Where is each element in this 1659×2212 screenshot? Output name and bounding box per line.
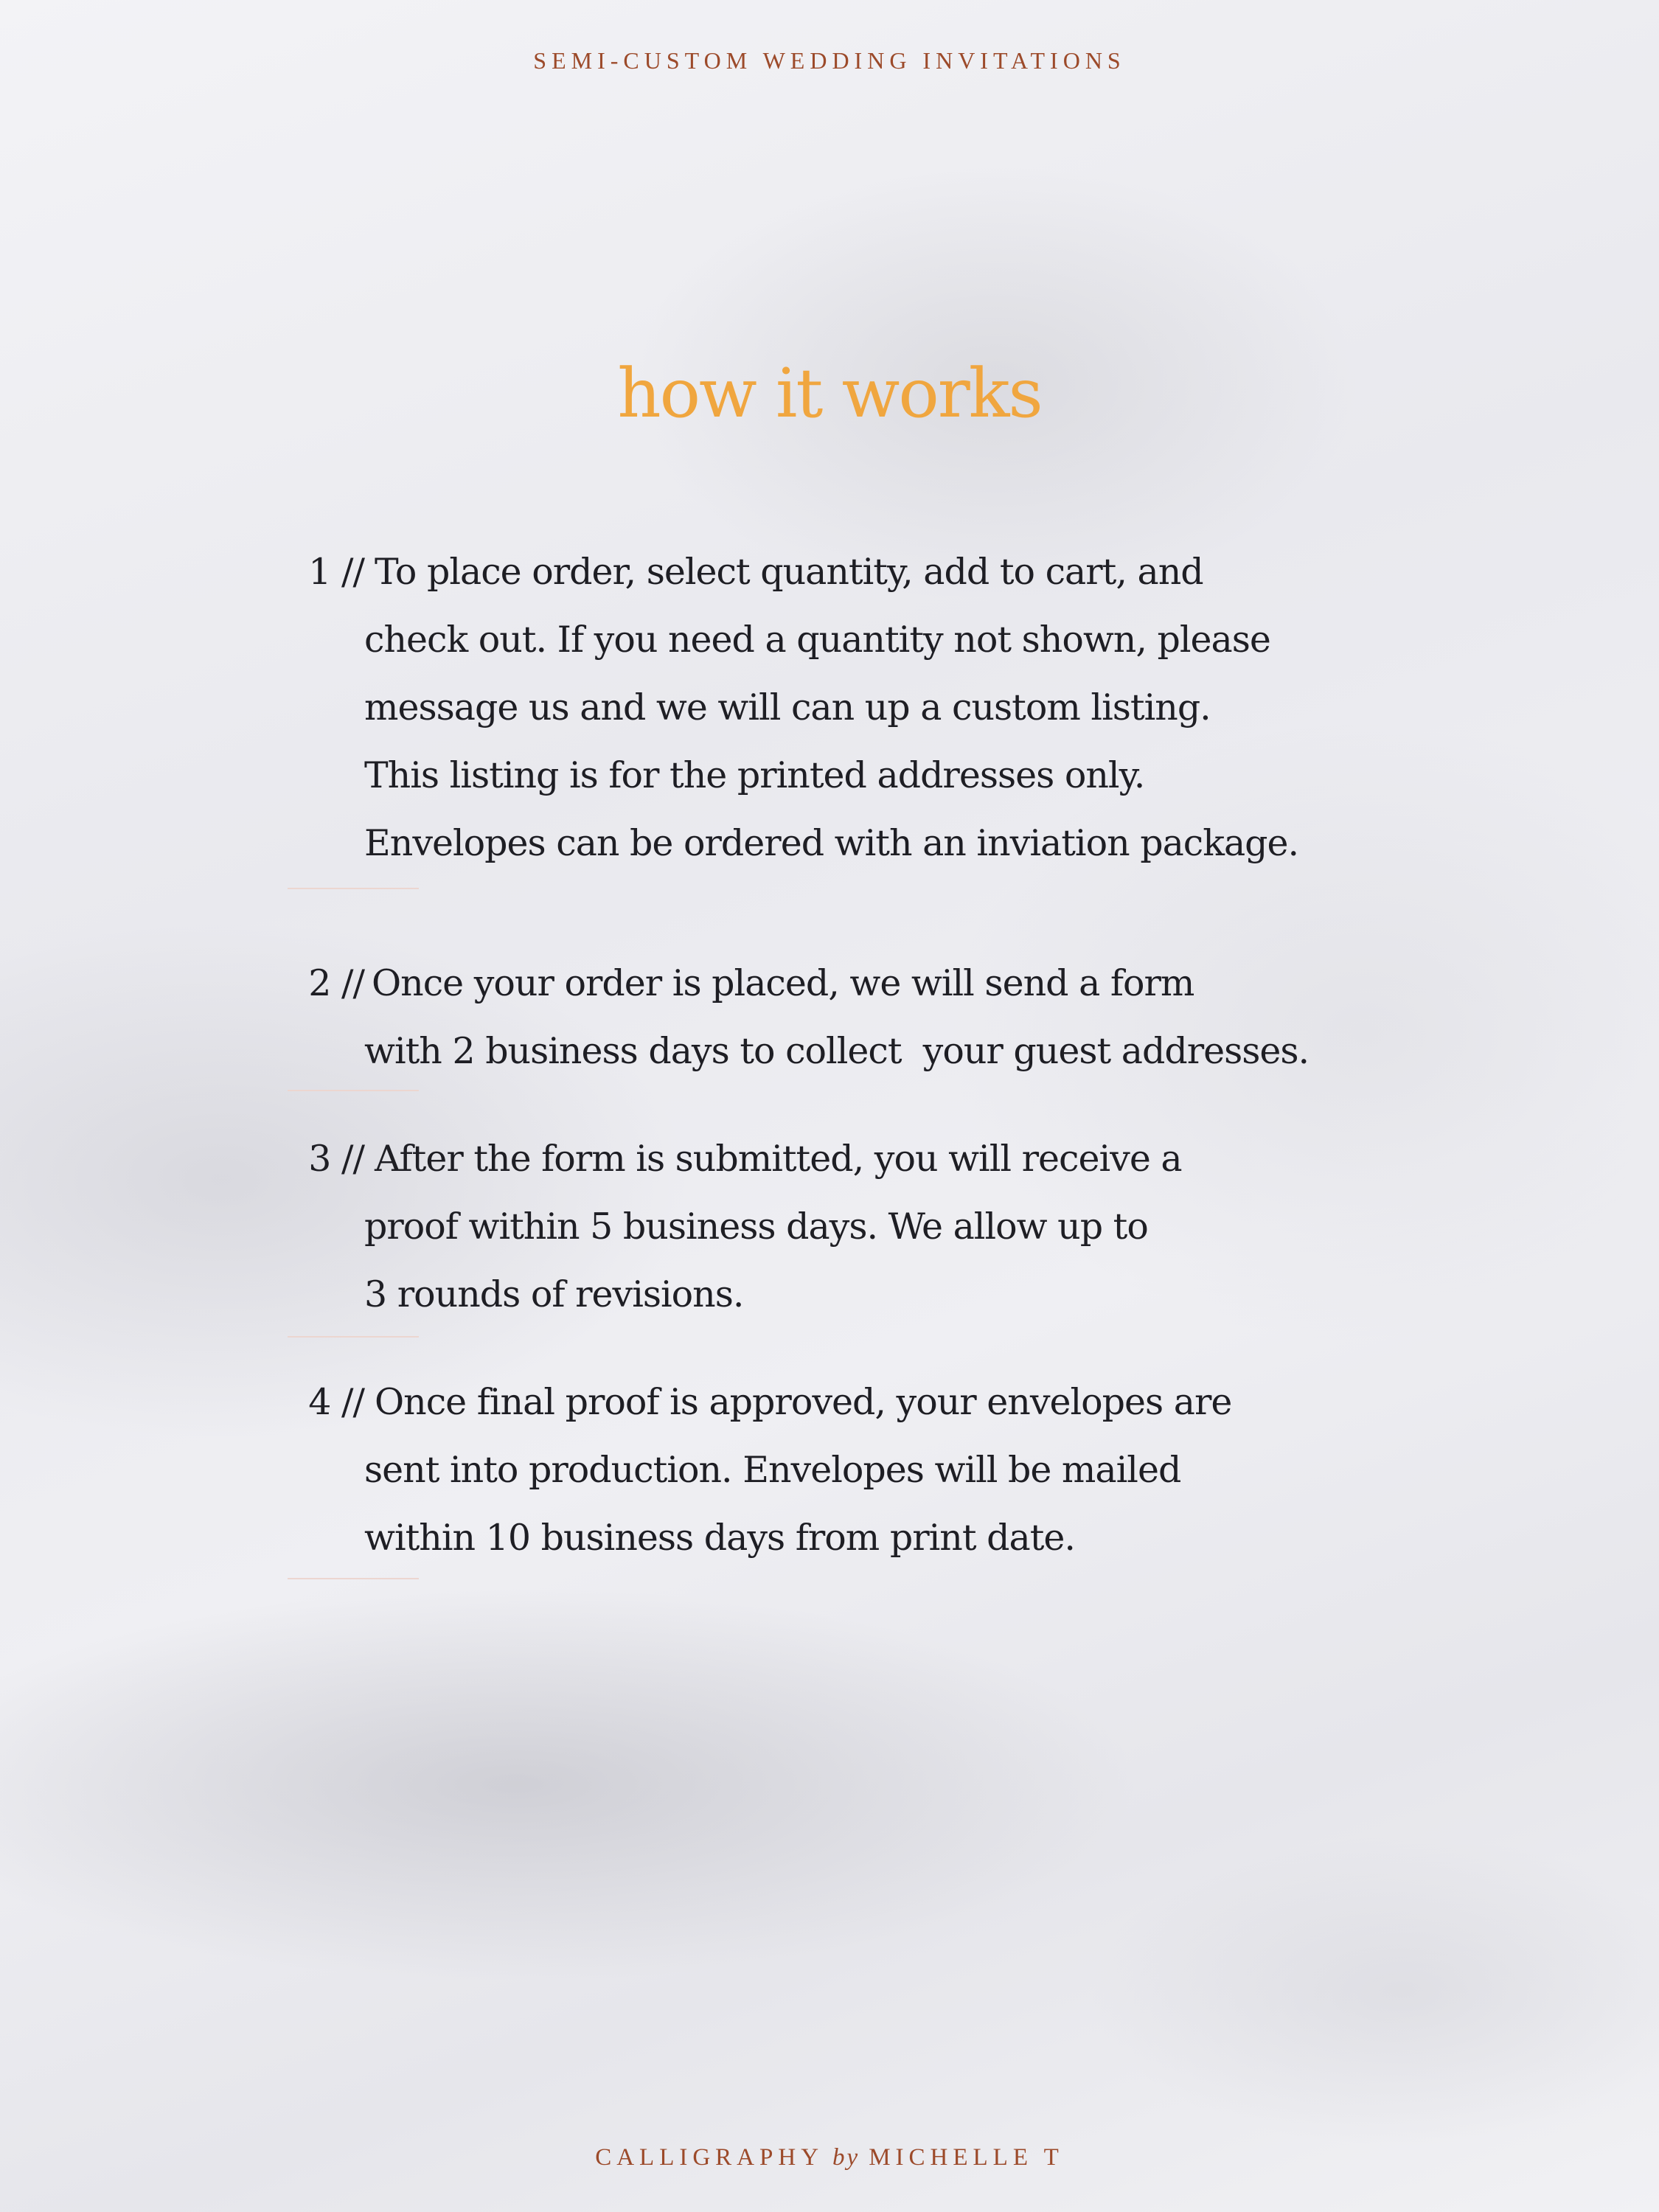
steps-list (288, 538, 1394, 1579)
footer-by: by (832, 2144, 860, 2171)
step-4-line-2: sent into production. Envelopes will be mailed (364, 1449, 1181, 1491)
footer-signature (0, 2144, 1659, 2171)
step-3-line-3: 3 rounds of revisions. (364, 1273, 744, 1315)
step-2-text-1: Once your order is placed, we will send a form (372, 962, 1194, 1004)
step-1-line-5: Envelopes can be ordered with an inviation package. (364, 822, 1299, 864)
step-4-line-1 (288, 1368, 1394, 1436)
step-3-number: 3 // (308, 1138, 364, 1180)
step-4-number: 4 // (308, 1381, 364, 1423)
step-2-number: 2 // (308, 962, 364, 1004)
step-3 (288, 1125, 1394, 1339)
step-3-text-1: After the form is submitted, you will receive a (375, 1138, 1182, 1180)
step-3-line-1 (288, 1125, 1394, 1193)
step-3-line-2: proof within 5 business days. We allow up to (364, 1206, 1148, 1248)
page-title: how it works (617, 354, 1042, 433)
step-4 (288, 1368, 1394, 1582)
step-2-line-2: with 2 business days to collect your guest addresses. (364, 1030, 1310, 1072)
step-1-number: 1 // (308, 551, 364, 593)
footer-brand: CALLIGRAPHY (595, 2144, 824, 2171)
step-1-line-2: check out. If you need a quantity not shown, please (364, 619, 1270, 661)
step-4-text-1: Once final proof is approved, your envelopes are (375, 1381, 1232, 1423)
step-2 (288, 950, 1394, 1094)
step-1 (288, 538, 1394, 885)
step-1-line-1 (288, 538, 1394, 606)
step-4-line-3: within 10 business days from print date. (364, 1517, 1075, 1559)
footer-name: MICHELLE T (869, 2144, 1064, 2171)
step-1-text-1: To place order, select quantity, add to cart, and (375, 551, 1203, 593)
step-1-line-4: This listing is for the printed addresses only. (364, 754, 1145, 796)
step-divider (288, 888, 419, 889)
step-2-line-1 (288, 950, 1394, 1018)
header-label: SEMI-CUSTOM WEDDING INVITATIONS (533, 47, 1126, 74)
step-1-line-3: message us and we will can up a custom listing. (364, 686, 1211, 728)
